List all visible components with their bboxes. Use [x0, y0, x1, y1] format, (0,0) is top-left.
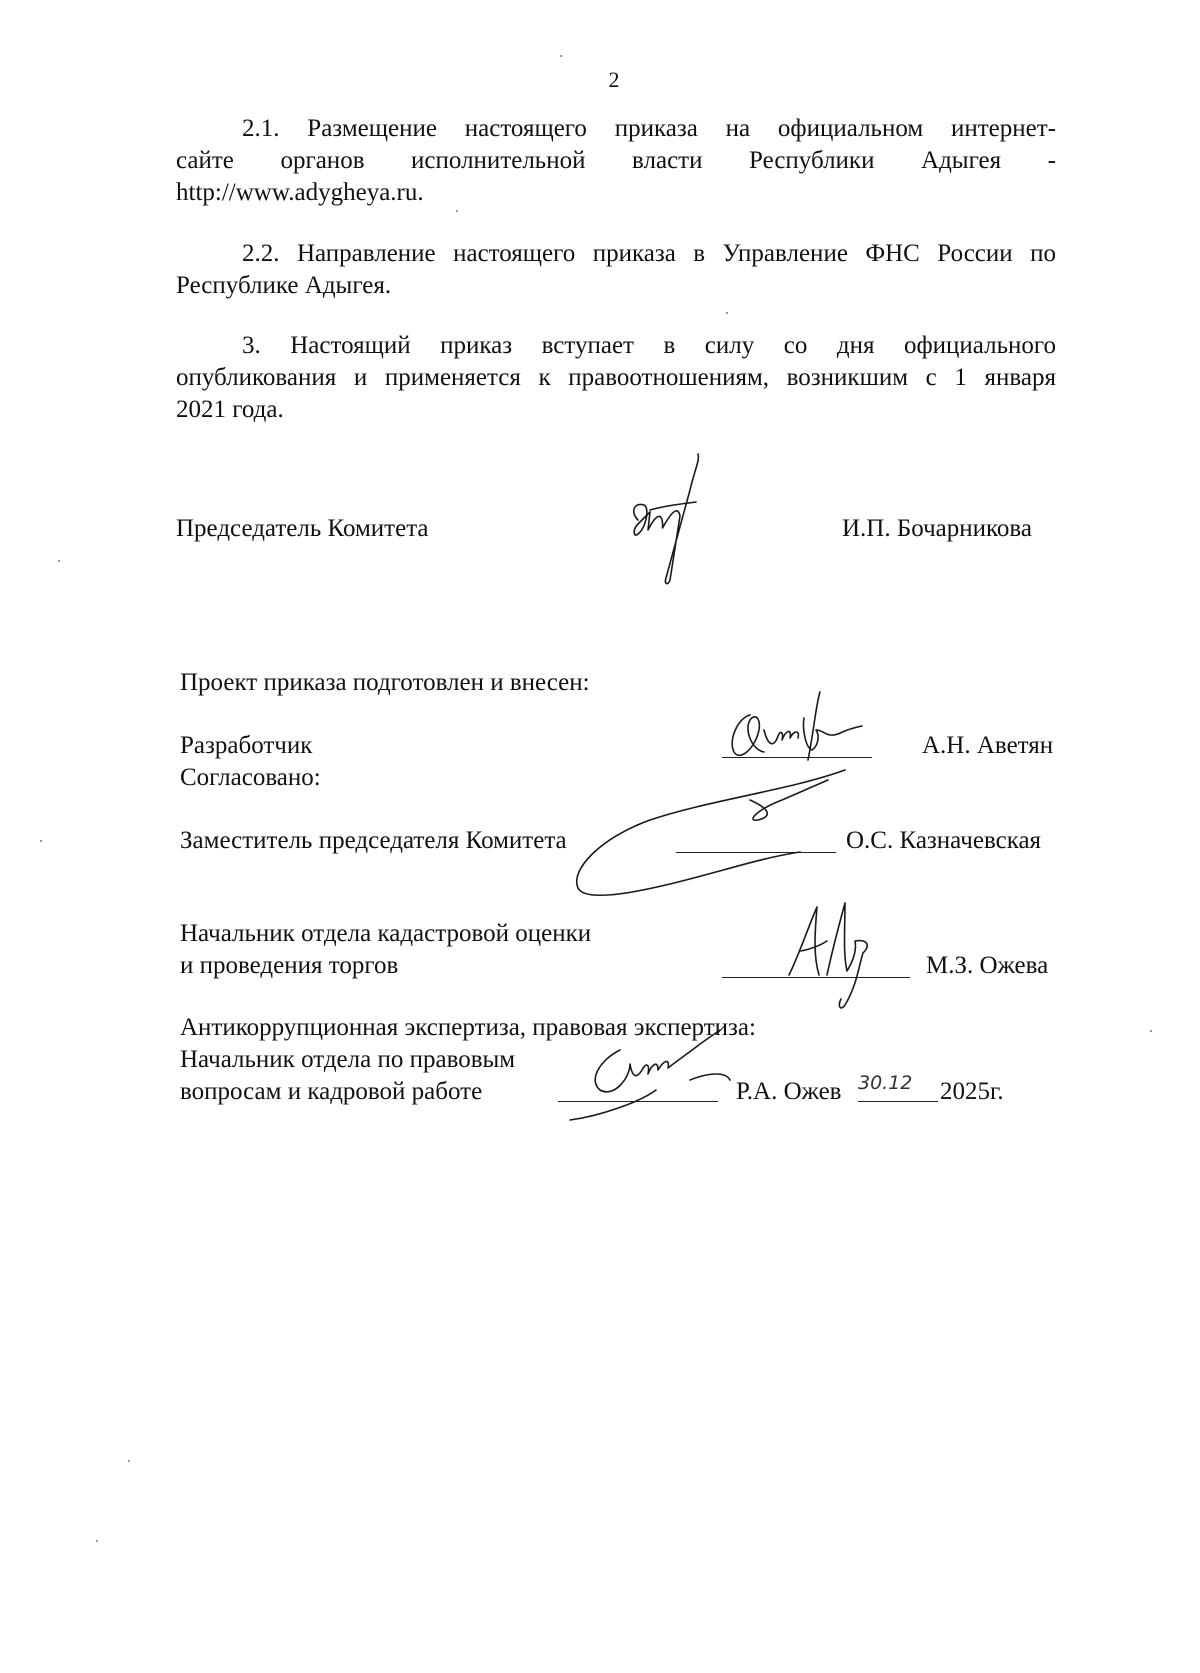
cadastre-signature-line	[722, 977, 910, 978]
scan-speck	[726, 312, 728, 314]
developer-label: Разработчик	[180, 732, 313, 759]
paragraph-line: 2.2. Направление настоящего приказа в Управление ФНС России по	[242, 240, 1056, 267]
paragraph-line: 3. Настоящий приказ вступает в силу со дня официального	[242, 332, 1056, 359]
page-number: 2	[608, 67, 620, 92]
developer-signature	[720, 690, 900, 790]
legal-year: 2025г.	[940, 1078, 1004, 1105]
deputy-label: Заместитель председателя Комитета	[180, 827, 567, 854]
agreed-label: Согласовано:	[180, 764, 321, 791]
legal-label-line2: вопросам и кадровой работе	[180, 1078, 483, 1105]
scan-speck	[58, 560, 60, 562]
legal-date-handwritten: 30.12	[858, 1072, 913, 1094]
paragraph-line: 2021 года.	[176, 396, 284, 423]
signatory-position: Председатель Комитета	[176, 515, 429, 542]
developer-name: А.Н. Аветян	[922, 732, 1054, 759]
developer-signature-line	[722, 757, 872, 758]
deputy-name: О.С. Казначевская	[846, 827, 1042, 854]
scan-speck	[560, 55, 562, 57]
scan-speck	[128, 1460, 130, 1462]
legal-name: Р.А. Ожев	[736, 1078, 842, 1105]
cadastre-label-line2: и проведения торгов	[180, 952, 399, 979]
scan-speck	[456, 210, 458, 212]
scan-speck	[96, 1540, 98, 1542]
chairman-signature	[620, 450, 730, 590]
signatory-name: И.П. Бочарникова	[842, 515, 1032, 542]
paragraph-line: сайте органов исполнительной власти Республики Адыгея -	[176, 147, 1056, 174]
paragraph-line: опубликования и применяется к правоотношениям, возникшим с 1 января	[176, 364, 1056, 391]
scan-speck	[40, 840, 42, 842]
legal-signature-line	[558, 1101, 718, 1102]
cadastre-name: М.З. Ожева	[926, 952, 1049, 979]
expertise-heading: Антикоррупционная экспертиза, правовая экспертиза:	[180, 1014, 756, 1041]
approvals-intro: Проект приказа подготовлен и внесен:	[180, 669, 590, 696]
deputy-signature	[560, 760, 860, 910]
cadastre-signature	[775, 895, 895, 1015]
paragraph-line: Республике Адыгея.	[176, 272, 392, 299]
cadastre-label-line1: Начальник отдела кадастровой оценки	[180, 920, 592, 947]
scan-speck	[1150, 1030, 1152, 1032]
legal-date-line	[858, 1101, 938, 1102]
paragraph-line: http://www.adygheya.ru.	[176, 179, 424, 206]
legal-label-line1: Начальник отдела по правовым	[180, 1046, 516, 1073]
paragraph-line: 2.1. Размещение настоящего приказа на официальном интернет-	[242, 115, 1056, 142]
deputy-signature-line	[676, 852, 836, 853]
